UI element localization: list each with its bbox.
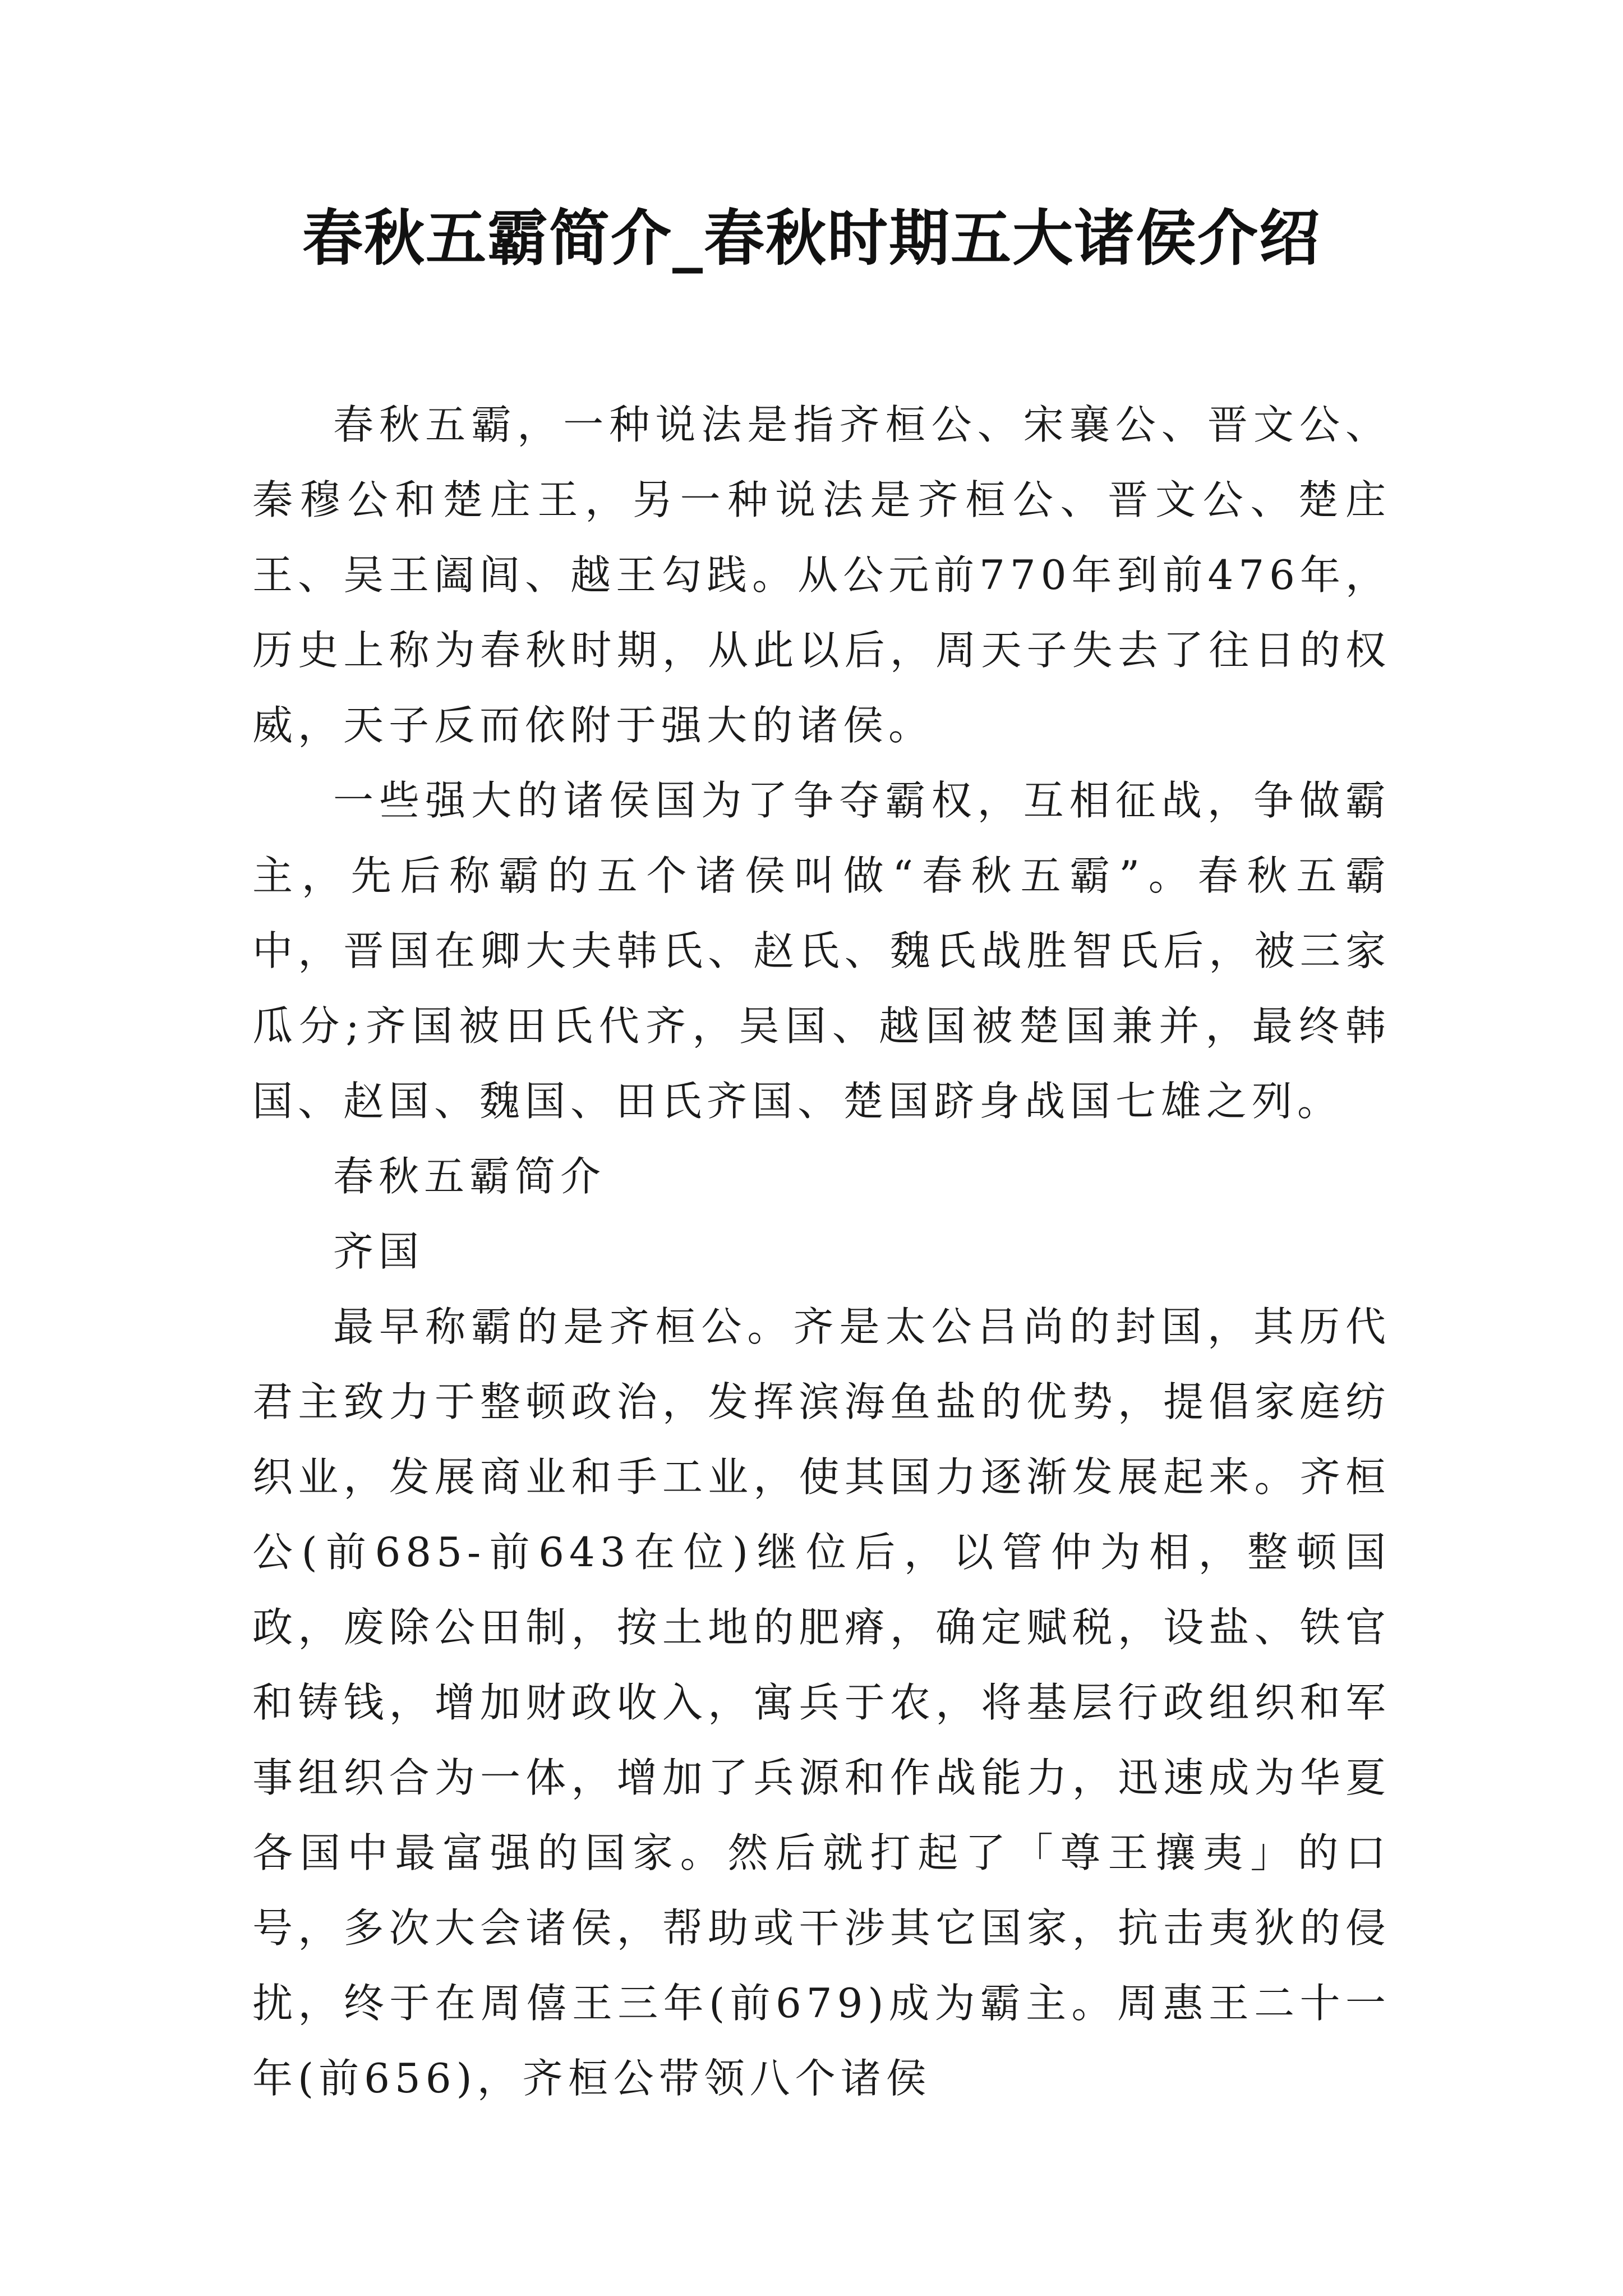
document-title: 春秋五霸简介_春秋时期五大诸侯介绍 (302, 203, 1321, 274)
section-heading: 春秋五霸简介 (333, 1153, 606, 1200)
paragraph-qi: 最早称霸的是齐桓公。齐是太公吕尚的封国，其历代君主致力于整顿政治，发挥滨海鱼盐的优势，提倡家庭纺织业，发展商业和手工业，使其国力逐渐发展起来。齐桓公(前685-前643在位)继位后，以管仲为相，整顿国政，废除公田制，按土地的肥瘠，确定赋税，设盐、铁官和铸钱，增加财政收入，寓兵于农，将基层行政组织和军事组织合为一体，增加了兵源和作战能力，迅速成为华夏各国中最富强的国家。然后就打起了「尊王攘夷」的口号，多次大会诸侯，帮助或干涉其它国家，抗击夷狄的侵扰，终于在周僖王三年(前679)成为霸主。周惠王二十一年(前656)，齐桓公带领八个诸侯 (252, 1303, 1391, 2102)
paragraph-hegemony: 一些强大的诸侯国为了争夺霸权，互相征战，争做霸主，先后称霸的五个诸侯叫做“春秋五霸”。春秋五霸中，晋国在卿大夫韩氏、赵氏、魏氏战胜智氏后，被三家瓜分;齐国被田氏代齐，吴国、越国被楚国兼并，最终韩国、赵国、魏国、田氏齐国、楚国跻身战国七雄之列。 (252, 777, 1391, 1125)
paragraph-intro: 春秋五霸，一种说法是指齐桓公、宋襄公、晋文公、秦穆公和楚庄王，另一种说法是齐桓公、晋文公、楚庄王、吴王阖闾、越王勾践。从公元前770年到前476年，历史上称为春秋时期，从此以后，周天子失去了往日的权威，天子反而依附于强大的诸侯。 (252, 401, 1391, 749)
document-body (252, 387, 1391, 2116)
subsection-heading-qi: 齐国 (333, 1228, 425, 1275)
